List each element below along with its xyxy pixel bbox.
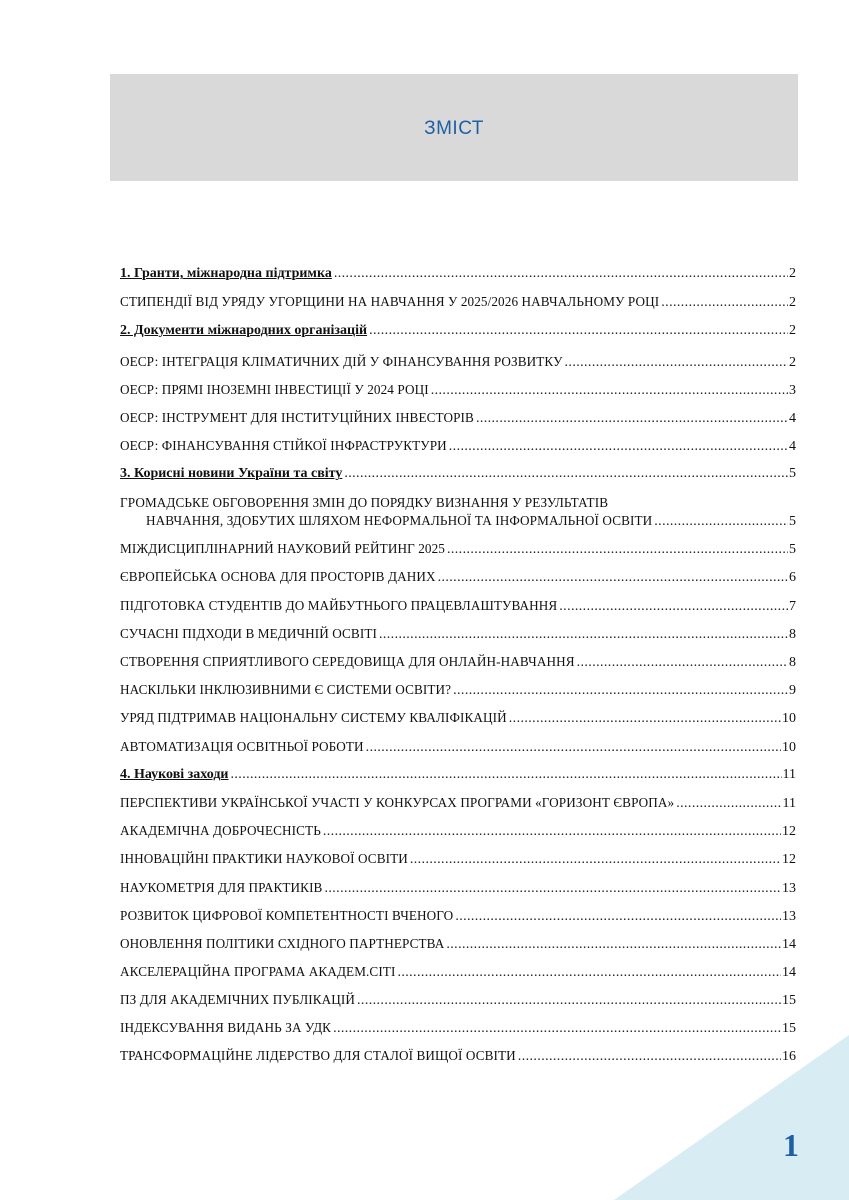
toc-item-title-line1: ГРОМАДСЬКЕ ОБГОВОРЕННЯ ЗМІН ДО ПОРЯДКУ ВИЗНАННЯ У РЕЗУЛЬТАТІВ bbox=[120, 495, 609, 510]
toc-item-title: ОЕСР: ІНСТРУМЕНТ ДЛЯ ІНСТИТУЦІЙНИХ ІНВЕСТОРІВ bbox=[120, 410, 474, 425]
toc-page-number: 11 bbox=[782, 796, 796, 811]
toc-page-number: 13 bbox=[782, 881, 796, 896]
toc-item-title: ІННОВАЦІЙНІ ПРАКТИКИ НАУКОВОЇ ОСВІТИ bbox=[120, 851, 408, 866]
toc-item-title: АВТОМАТИЗАЦІЯ ОСВІТНЬОЇ РОБОТИ bbox=[120, 739, 364, 754]
dot-leader bbox=[334, 265, 788, 283]
toc-item-title: ОЕСР: ПРЯМІ ІНОЗЕМНІ ІНВЕСТИЦІЇ У 2024 РОЦІ bbox=[120, 382, 429, 397]
toc-item[interactable] bbox=[120, 850, 796, 869]
toc-section[interactable] bbox=[120, 265, 796, 283]
dot-leader bbox=[661, 294, 788, 312]
toc-item[interactable] bbox=[120, 625, 796, 644]
toc-item[interactable] bbox=[120, 907, 796, 926]
toc-page-number: 12 bbox=[782, 852, 796, 867]
toc-item[interactable] bbox=[120, 409, 796, 428]
toc-item[interactable] bbox=[120, 681, 796, 700]
toc-item-title: ПЕРСПЕКТИВИ УКРАЇНСЬКОЇ УЧАСТІ У КОНКУРСАХ ПРОГРАМИ «ГОРИЗОНТ ЄВРОПА» bbox=[120, 795, 675, 810]
toc-page-number: 9 bbox=[789, 683, 796, 698]
toc-page-number: 7 bbox=[789, 599, 796, 614]
toc-page-number: 14 bbox=[782, 965, 796, 980]
toc-item-title: СТВОРЕННЯ СПРИЯТЛИВОГО СЕРЕДОВИЩА ДЛЯ ОНЛАЙН-НАВЧАННЯ bbox=[120, 654, 575, 669]
toc-item[interactable] bbox=[120, 794, 796, 813]
dot-leader bbox=[476, 410, 788, 428]
toc-item-title: ОЕСР: ФІНАНСУВАННЯ СТІЙКОЇ ІНФРАСТРУКТУРИ bbox=[120, 438, 447, 453]
toc-item[interactable] bbox=[120, 991, 796, 1010]
toc-page-number: 2 bbox=[789, 266, 796, 281]
toc-section[interactable] bbox=[120, 322, 796, 340]
dot-leader bbox=[410, 851, 781, 869]
toc-item-title: АКАДЕМІЧНА ДОБРОЧЕСНІСТЬ bbox=[120, 823, 321, 838]
dot-leader bbox=[431, 382, 788, 400]
toc-page-number: 5 bbox=[789, 466, 796, 481]
toc-item[interactable] bbox=[120, 653, 796, 672]
toc-item-title: СТИПЕНДІЇ ВІД УРЯДУ УГОРЩИНИ НА НАВЧАННЯ У 2025/2026 НАВЧАЛЬНОМУ РОЦІ bbox=[120, 294, 660, 309]
dot-leader bbox=[231, 766, 782, 784]
toc-section-title: 4. Наукові заходи bbox=[120, 767, 229, 782]
toc-item[interactable] bbox=[120, 381, 796, 400]
dot-leader bbox=[559, 598, 788, 616]
dot-leader bbox=[344, 465, 788, 483]
toc-page-number: 3 bbox=[789, 383, 796, 398]
dot-leader bbox=[357, 992, 781, 1010]
toc-item-title-line2: НАВЧАННЯ, ЗДОБУТИХ ШЛЯХОМ НЕФОРМАЛЬНОЇ ТА ІНФОРМАЛЬНОЇ ОСВІТИ bbox=[146, 513, 653, 528]
toc-page-number: 4 bbox=[789, 439, 796, 454]
toc-item-title: ОНОВЛЕННЯ ПОЛІТИКИ СХІДНОГО ПАРТНЕРСТВА bbox=[120, 936, 445, 951]
dot-leader bbox=[449, 438, 788, 456]
toc-item[interactable] bbox=[120, 963, 796, 982]
toc-item[interactable] bbox=[120, 822, 796, 841]
toc-item[interactable] bbox=[120, 293, 796, 312]
toc-item-title: НАУКОМЕТРІЯ ДЛЯ ПРАКТИКІВ bbox=[120, 880, 323, 895]
toc-page-number: 8 bbox=[789, 655, 796, 670]
dot-leader bbox=[577, 654, 788, 672]
page-title: ЗМІСТ bbox=[424, 117, 484, 139]
page-number: 1 bbox=[783, 1127, 799, 1163]
dot-leader bbox=[324, 880, 781, 898]
dot-leader bbox=[379, 626, 788, 644]
toc-item-title: СУЧАСНІ ПІДХОДИ В МЕДИЧНІЙ ОСВІТІ bbox=[120, 626, 377, 641]
toc-item-title: УРЯД ПІДТРИМАВ НАЦІОНАЛЬНУ СИСТЕМУ КВАЛІФІКАЦІЙ bbox=[120, 710, 507, 725]
dot-leader bbox=[446, 936, 781, 954]
toc-page-number: 10 bbox=[782, 711, 796, 726]
dot-leader bbox=[397, 964, 781, 982]
toc-item-title: ПІДГОТОВКА СТУДЕНТІВ ДО МАЙБУТНЬОГО ПРАЦЕВЛАШТУВАННЯ bbox=[120, 598, 558, 613]
toc-page-number: 5 bbox=[789, 514, 796, 529]
toc-item-title: АКСЕЛЕРАЦІЙНА ПРОГРАМА АКАДЕМ.СІТІ bbox=[120, 964, 396, 979]
dot-leader bbox=[676, 795, 781, 813]
toc-item[interactable] bbox=[120, 738, 796, 757]
toc-page-number: 4 bbox=[789, 411, 796, 426]
toc-page-number: 13 bbox=[782, 909, 796, 924]
toc-page-number: 12 bbox=[782, 824, 796, 839]
toc-page-number: 6 bbox=[789, 570, 796, 585]
toc-section-title: 2. Документи міжнародних організацій bbox=[120, 323, 368, 338]
toc-section-title: 1. Гранти, міжнародна підтримка bbox=[120, 266, 332, 281]
toc-item-title: МІЖДИСЦИПЛІНАРНИЙ НАУКОВИЙ РЕЙТИНГ 2025 bbox=[120, 541, 445, 556]
toc-item[interactable] bbox=[120, 568, 796, 587]
dot-leader bbox=[438, 569, 788, 587]
toc-item[interactable] bbox=[120, 353, 796, 372]
toc-page-number: 16 bbox=[782, 1049, 796, 1064]
corner-decoration bbox=[614, 1035, 849, 1200]
toc-section[interactable] bbox=[120, 766, 796, 784]
toc-item-title: ЄВРОПЕЙСЬКА ОСНОВА ДЛЯ ПРОСТОРІВ ДАНИХ bbox=[120, 569, 436, 584]
toc-section-title: 3. Корисні новини України та світу bbox=[120, 466, 343, 481]
dot-leader bbox=[369, 322, 788, 340]
dot-leader bbox=[453, 682, 788, 700]
toc-item[interactable] bbox=[120, 935, 796, 954]
dot-leader bbox=[323, 823, 781, 841]
toc-page-number: 15 bbox=[782, 993, 796, 1008]
dot-leader bbox=[509, 710, 781, 728]
toc-page-number: 2 bbox=[789, 355, 796, 370]
toc-item-title: ІНДЕКСУВАННЯ ВИДАНЬ ЗА УДК bbox=[120, 1020, 332, 1035]
toc-item-title: ТРАНСФОРМАЦІЙНЕ ЛІДЕРСТВО ДЛЯ СТАЛОЇ ВИЩОЇ ОСВІТИ bbox=[120, 1048, 516, 1063]
toc-item[interactable] bbox=[120, 879, 796, 898]
dot-leader bbox=[447, 541, 788, 559]
toc-page-number: 11 bbox=[782, 767, 796, 782]
toc-item-title: ПЗ ДЛЯ АКАДЕМІЧНИХ ПУБЛІКАЦІЙ bbox=[120, 992, 356, 1007]
toc-item[interactable] bbox=[120, 597, 796, 616]
toc-item[interactable] bbox=[120, 494, 796, 531]
dot-leader bbox=[455, 908, 781, 926]
toc-item[interactable] bbox=[120, 540, 796, 559]
toc-item[interactable] bbox=[120, 437, 796, 456]
toc-page-number: 8 bbox=[789, 627, 796, 642]
toc-section[interactable] bbox=[120, 465, 796, 483]
toc-page-number: 2 bbox=[789, 295, 796, 310]
toc-page-number: 15 bbox=[782, 1021, 796, 1036]
toc-page-number: 2 bbox=[789, 323, 796, 338]
toc-page-number: 10 bbox=[782, 740, 796, 755]
toc-item-title: ОЕСР: ІНТЕГРАЦІЯ КЛІМАТИЧНИХ ДІЙ У ФІНАНСУВАННЯ РОЗВИТКУ bbox=[120, 354, 563, 369]
dot-leader bbox=[654, 513, 788, 531]
toc-page-number: 5 bbox=[789, 542, 796, 557]
toc-item[interactable] bbox=[120, 709, 796, 728]
dot-leader bbox=[366, 739, 781, 757]
toc-item-title: РОЗВИТОК ЦИФРОВОЇ КОМПЕТЕНТНОСТІ ВЧЕНОГО bbox=[120, 908, 454, 923]
toc-header-banner bbox=[110, 74, 798, 181]
toc-item-title: НАСКІЛЬКИ ІНКЛЮЗИВНИМИ Є СИСТЕМИ ОСВІТИ? bbox=[120, 682, 452, 697]
dot-leader bbox=[565, 354, 788, 372]
toc-page-number: 14 bbox=[782, 937, 796, 952]
